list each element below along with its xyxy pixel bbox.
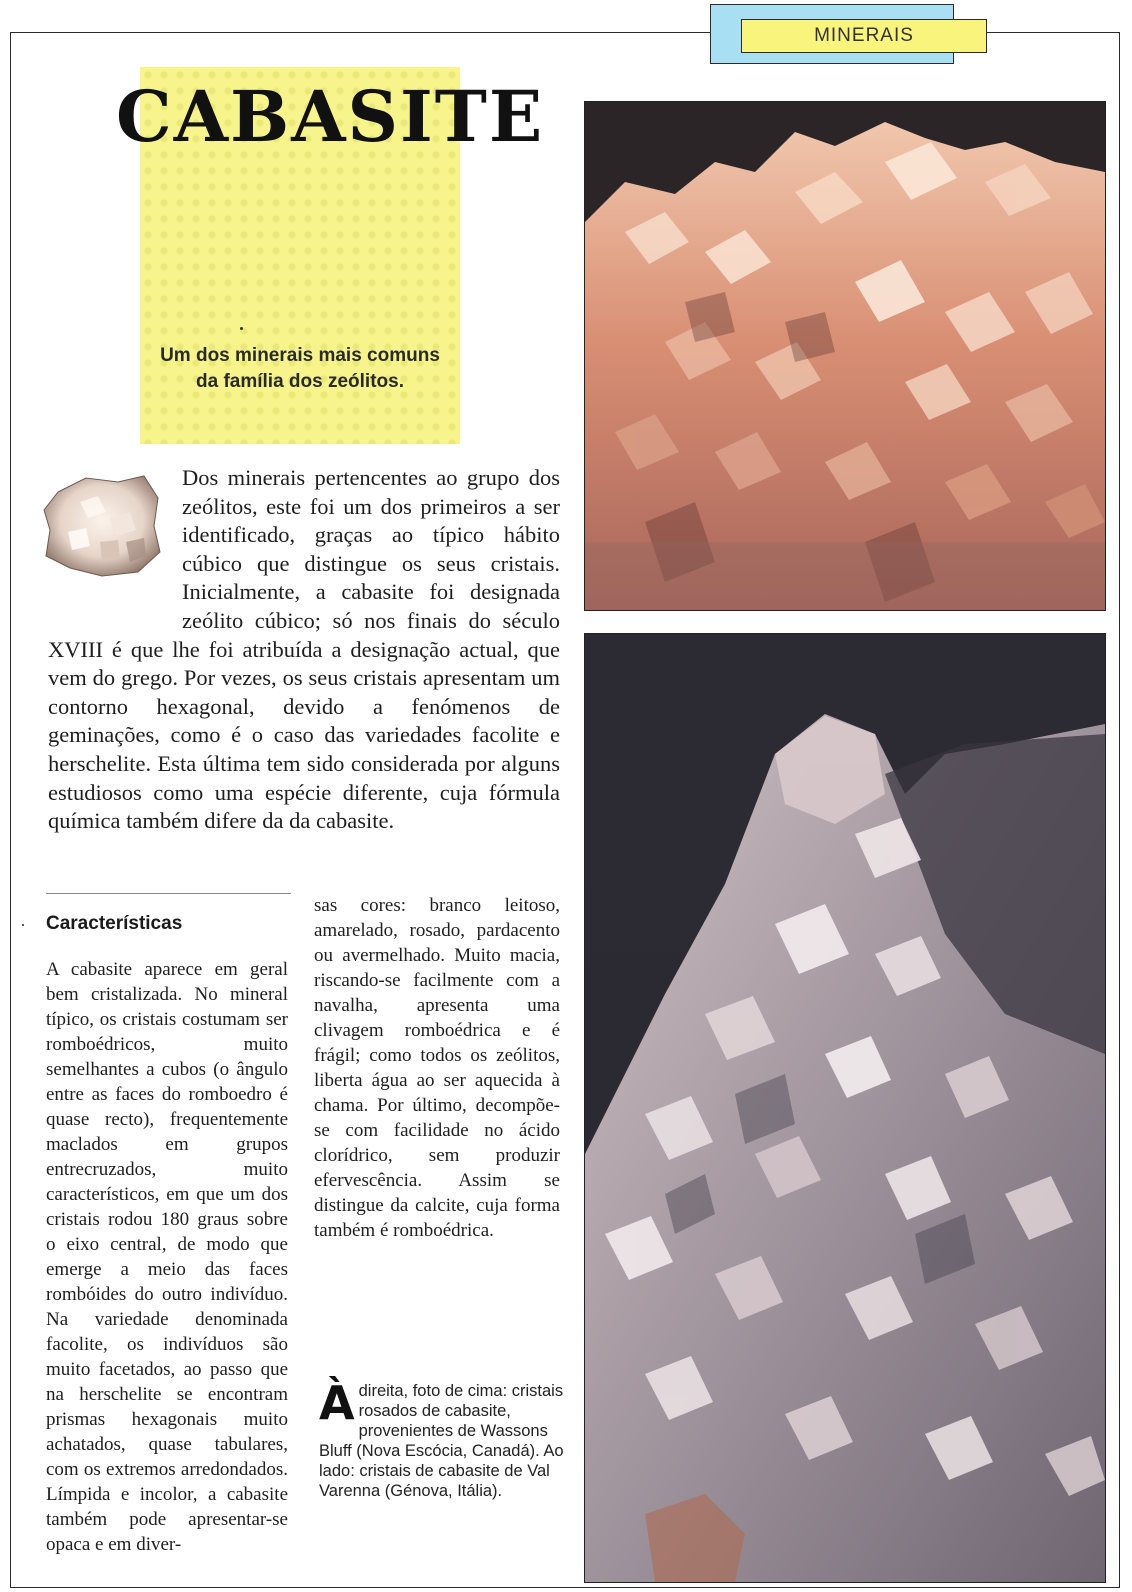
characteristics-column-1: A cabasite aparece em geral bem cristalizada. No mineral típico, os cristais costumam ser romboédricos, muito semelhantes a cubos (o ângulo entre as faces do romboedro é quase recto), frequentemente maclados em grupos entrecruzados, muito característicos, em que um dos cristais rodou 180 graus sobre o eixo central, de modo que emerge a meio das faces rombóides do outro indivíduo. Na variedade denominada facolite, os indivíduos são muito facetados, ao passo que na herschelite se encontram prismas hexagonais muito achatados, quase tabulares, com os extremos arredondados. Límpida e incolor, a cabasite também pode apresentar-se opaca e em diver- — [46, 959, 288, 1555]
page-subtitle: Um dos minerais mais comuns da família dos zeólitos. — [160, 345, 440, 392]
thumbnail-float-spacer — [48, 464, 182, 607]
caption-text: direita, foto de cima: cristais rosados de cabasite, provenientes de Wassons Bluff (Nova Escócia, Canadá). Ao lado: cristais de cabasite de Val Varenna (Génova, Itália). — [319, 1382, 564, 1500]
section-tab: MINERAIS — [741, 19, 987, 53]
margin-mark — [22, 924, 24, 926]
page-title: CABASITE — [116, 75, 545, 158]
intro-text-block — [48, 464, 560, 836]
characteristics-heading: Características — [46, 913, 183, 934]
photo-caption — [319, 1376, 564, 1501]
characteristics-column-2: sas cores: branco leitoso, amarelado, rosado, pardacento ou avermelhado. Muito macia, riscando-se facilmente com a navalha, apresenta uma clivagem romboédrica e é frágil; como todos os zeólitos, liberta água ao ser aquecida à chama. Por último, decompõe-se com facilidade no ácido clorídrico, sem produzir efervescência. Assim se distingue da calcite, cuja forma também é romboédrica. — [314, 895, 560, 1241]
caption-dropcap: À — [319, 1376, 355, 1430]
pink-crystals-illustration — [585, 102, 1105, 610]
photo-white-cabasite-crystals — [584, 633, 1106, 1583]
section-divider — [46, 893, 291, 894]
decorative-dot — [240, 327, 243, 330]
photo-pink-cabasite-crystals — [584, 101, 1106, 611]
intro-paragraph: Dos minerais pertencentes ao grupo dos zeólitos, este foi um dos primeiros a ser identificado, graças ao típico hábito cúbico que distingue os seus cristais. Inicialmente, a cabasite foi designada zeólito cúbico; só nos finais do século XVIII é que lhe foi atribuída a designação actual, que vem do grego. Por vezes, os seus cristais apresentam um contorno hexagonal, devido a fenómenos de geminações, como é o caso das variedades facolite e herschelite. Esta última tem sido considerada por alguns estudiosos como uma espécie diferente, cuja fórmula química também difere da da cabasite. — [48, 465, 560, 834]
white-crystals-illustration — [585, 634, 1105, 1582]
